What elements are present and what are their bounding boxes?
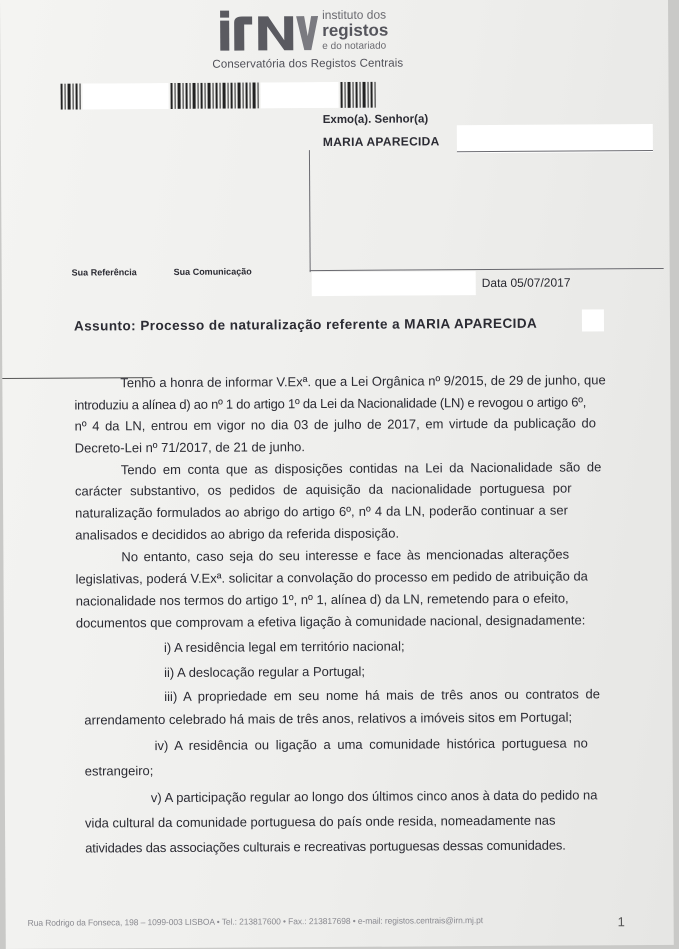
list-item: estrangeiro;	[84, 763, 154, 779]
body-line: legislativas, poderá V.Exª. solicitar a convolação do processo em pedido de atribuição da	[75, 568, 588, 587]
body-line: carácter substantivo, os pedidos de aquisição da nacionalidade portuguesa por	[74, 480, 572, 499]
department-name: Conservatória dos Registos Centrais	[212, 57, 404, 71]
body-line: Tenho a honra de informar V.Exª. que a Lei Orgânica nº 9/2015, de 29 de junho, que	[120, 372, 606, 391]
list-item: iv) A residência ou ligação a uma comunidade histórica portuguesa no	[154, 735, 588, 754]
salutation: Exmo(a). Senhor(a)	[322, 113, 429, 127]
list-item: iii) A propriedade em seu nome há mais de três anos ou contratos de	[164, 686, 601, 705]
body-line: introduziu a alínea d) ao nº 1 do artigo 1º da Lei da Nacionalidade (LN) e revogou o artigo 6º,	[74, 394, 587, 413]
body-line: nacionalidade nos termos do artigo 1º, nº 1, alínea d) da LN, remetendo para o efeito,	[75, 590, 569, 609]
irn-logo-icon	[218, 8, 318, 57]
body-line: Tendo em conta que as disposições contidas na Lei da Nacionalidade são de	[120, 459, 602, 478]
logo-line-1: instituto dos	[322, 7, 387, 23]
logo-line-3: e do notariado	[322, 40, 387, 53]
subject-line: Assunto: Processo de naturalização referente a MARIA APARECIDA	[73, 315, 538, 334]
reference-redaction	[312, 271, 476, 296]
letter-date: Data 05/07/2017	[481, 275, 571, 291]
logo-line-2: registos	[322, 20, 389, 41]
your-reference-label: Sua Referência	[71, 267, 137, 278]
your-communication-label: Sua Comunicação	[173, 266, 252, 277]
body-line: No entanto, caso seja do seu interesse e face às mencionadas alterações	[121, 546, 570, 565]
barcode-icon	[61, 82, 377, 110]
page-number: 1	[617, 914, 625, 930]
list-item: atividades das associações culturais e recreativas portuguesas dessas comunidades.	[85, 837, 566, 856]
body-line: analisados e decididos ao abrigo da referida disposição.	[75, 525, 400, 543]
logo-wordmark	[322, 9, 388, 53]
footer-address: Rua Rodrigo da Fonseca, 198 – 1099-003 LISBOA • Tel.: 213817600 • Fax.: 213817698 • e-mail: registos.centrais@irn.mj.pt	[27, 915, 483, 928]
list-item: v) A participação regular ao longo dos últimos cinco anos à data do pedido na	[150, 787, 598, 806]
addressee-name: MARIA APARECIDA	[322, 134, 440, 150]
body-line: naturalização formulados ao abrigo do artigo 6º, nº 4 da LN, poderão continuar a ser	[75, 502, 568, 521]
name-redaction	[457, 124, 653, 153]
list-item: i) A residência legal em território nacional;	[163, 638, 405, 656]
address-box-left-line	[309, 150, 311, 272]
body-line: documentos que comprovam a efetiva ligação à comunidade nacional, designadamente:	[75, 612, 586, 631]
body-line: nº 4 da LN, entrou em vigor no dia 03 de julho de 2017, em virtude da publicação do	[74, 415, 596, 434]
list-item: arrendamento celebrado há mais de três anos, relativos a imóveis sitos em Portugal;	[84, 709, 573, 728]
address-box-bottom-line	[310, 268, 664, 271]
body-line: Decreto-Lei nº 71/2017, de 21 de junho.	[74, 439, 306, 456]
subject-redaction	[582, 309, 604, 331]
list-item: ii) A deslocação regular a Portugal;	[164, 663, 366, 681]
list-item: vida cultural da comunidade portuguesa do país onde resida, nomeadamente nas	[84, 812, 556, 831]
